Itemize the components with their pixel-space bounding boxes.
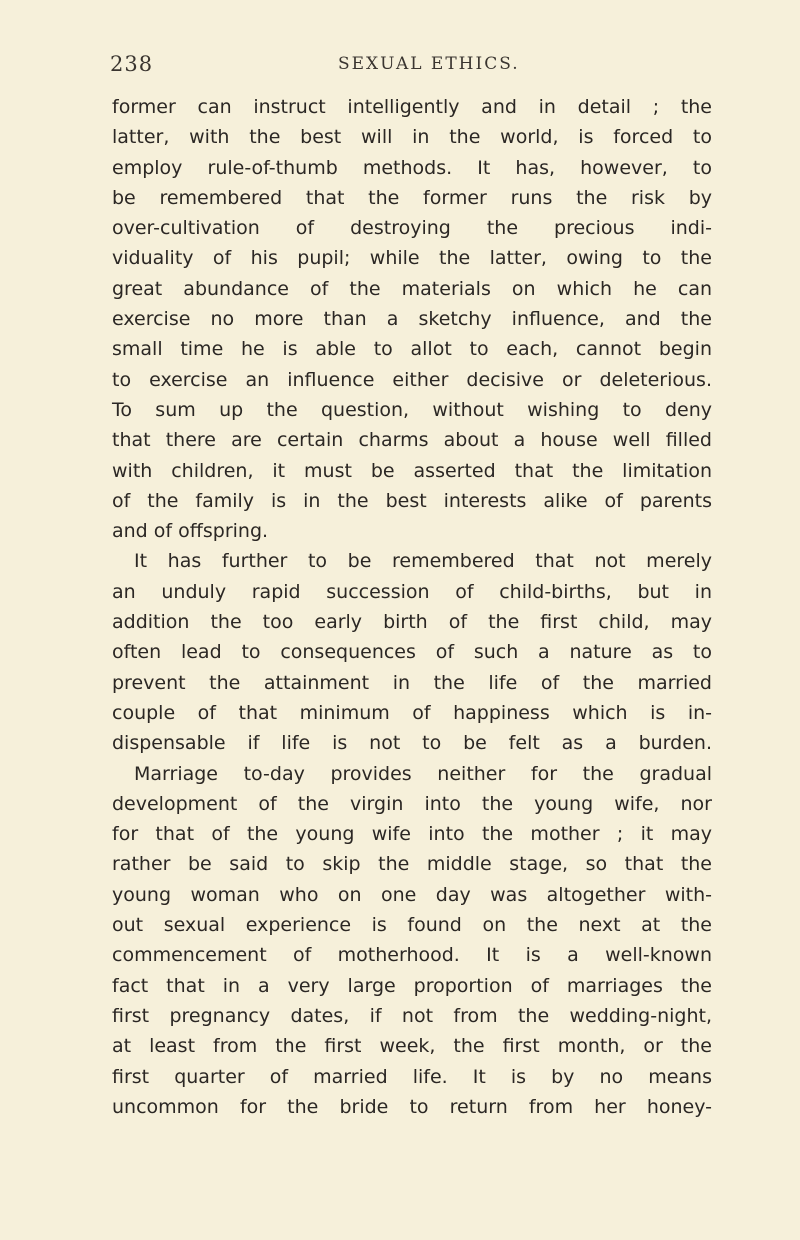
text-line: an unduly rapid succession of child-births, but in bbox=[112, 580, 712, 603]
text-line: rather be said to skip the middle stage, so that the bbox=[112, 853, 712, 876]
text-line: first quarter of married life. It is by no means bbox=[112, 1065, 712, 1088]
text-line: over-cultivation of destroying the precious indi- bbox=[112, 217, 712, 240]
text-line: exercise no more than a sketchy influence, and the bbox=[112, 308, 712, 331]
text-line: employ rule-of-thumb methods. It has, however, to bbox=[112, 156, 712, 179]
text-line: prevent the attainment in the life of the married bbox=[112, 671, 712, 694]
text-line: that there are certain charms about a house well filled bbox=[112, 429, 712, 452]
text-line: addition the too early birth of the first child, may bbox=[112, 611, 712, 634]
text-line: viduality of his pupil; while the latter, owing to the bbox=[112, 247, 712, 270]
text-line: to exercise an influence either decisive or deleterious. bbox=[112, 368, 712, 391]
running-head: SEXUAL ETHICS. bbox=[338, 54, 520, 74]
text-line: commencement of motherhood. It is a well-known bbox=[112, 944, 712, 967]
text-line: development of the virgin into the young wife, nor bbox=[112, 792, 712, 815]
page-header bbox=[110, 52, 710, 82]
text-line: fact that in a very large proportion of marriages the bbox=[112, 974, 712, 997]
text-line: out sexual experience is found on the next at the bbox=[112, 914, 712, 937]
text-line: small time he is able to allot to each, cannot begin bbox=[112, 338, 712, 361]
text-line: Marriage to-day provides neither for the gradual bbox=[134, 762, 712, 785]
text-line: for that of the young wife into the mother ; it may bbox=[112, 823, 712, 846]
text-line: often lead to consequences of such a nature as to bbox=[112, 641, 712, 664]
text-line: couple of that minimum of happiness which is in- bbox=[112, 701, 712, 724]
text-line: first pregnancy dates, if not from the wedding-night, bbox=[112, 1004, 712, 1027]
text-line: uncommon for the bride to return from her honey- bbox=[112, 1095, 712, 1118]
body-text bbox=[112, 92, 712, 1122]
text-line: latter, with the best will in the world, is forced to bbox=[112, 126, 712, 149]
page-number: 238 bbox=[110, 52, 154, 76]
text-line: young woman who on one day was altogether with- bbox=[112, 883, 712, 906]
text-line: be remembered that the former runs the risk by bbox=[112, 186, 712, 209]
text-line: dispensable if life is not to be felt as a burden. bbox=[112, 732, 712, 755]
text-line: and of offspring. bbox=[112, 520, 269, 543]
text-line: It has further to be remembered that not merely bbox=[134, 550, 712, 573]
text-line: with children, it must be asserted that the limitation bbox=[112, 459, 712, 482]
text-line: at least from the first week, the first month, or the bbox=[112, 1035, 712, 1058]
text-line: To sum up the question, without wishing to deny bbox=[112, 398, 712, 421]
text-line: great abundance of the materials on which he can bbox=[112, 277, 712, 300]
text-line: former can instruct intelligently and in detail ; the bbox=[112, 96, 712, 118]
text-line: of the family is in the best interests alike of parents bbox=[112, 489, 712, 512]
